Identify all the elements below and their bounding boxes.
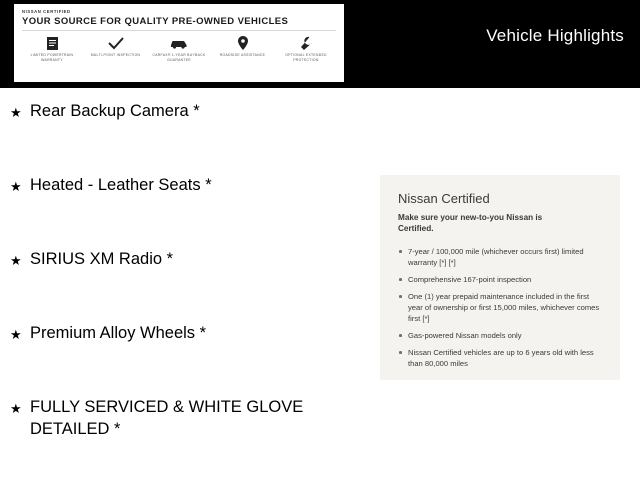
wrench-icon bbox=[276, 35, 336, 51]
feature-label: Rear Backup Camera * bbox=[30, 102, 200, 120]
nissan-certified-info-box bbox=[380, 175, 620, 380]
document-icon bbox=[22, 35, 82, 51]
star-icon: ★ bbox=[10, 253, 22, 268]
certified-brandline: NISSAN CERTIFIED bbox=[22, 9, 71, 14]
map-pin-icon bbox=[213, 35, 273, 51]
feature-label: Premium Alloy Wheels * bbox=[30, 324, 207, 342]
certified-tagline: YOUR SOURCE FOR QUALITY PRE-OWNED VEHICLES bbox=[22, 16, 289, 27]
page-title: Vehicle Highlights bbox=[486, 26, 624, 45]
star-icon: ★ bbox=[10, 327, 22, 342]
header-banner bbox=[0, 0, 640, 88]
certified-benefit-label: OPTIONAL EXTENDED PROTECTION bbox=[285, 53, 327, 62]
certified-benefits-row bbox=[20, 35, 338, 63]
list-item: 7-year / 100,000 mile (whichever occurs first) limited warranty [*] [*] bbox=[398, 246, 604, 268]
feature-label: Heated - Leather Seats * bbox=[30, 176, 212, 194]
list-item: Comprehensive 167-point inspection bbox=[398, 274, 604, 285]
checkmark-icon bbox=[86, 35, 146, 51]
info-box-subtitle: Make sure your new-to-you Nissan is Certified. bbox=[398, 213, 543, 233]
feature-label: SIRIUS XM Radio * bbox=[30, 250, 174, 268]
list-item: Nissan Certified vehicles are up to 6 years old with less than 80,000 miles bbox=[398, 347, 604, 369]
vehicle-features-list bbox=[10, 100, 380, 470]
certified-benefit bbox=[22, 35, 82, 63]
list-item bbox=[10, 248, 380, 322]
certified-benefit bbox=[86, 35, 146, 58]
certified-benefit-label: ROADSIDE ASSISTANCE bbox=[219, 53, 266, 57]
info-box-bullets bbox=[398, 246, 604, 369]
nissan-certified-card bbox=[14, 4, 344, 82]
list-item: One (1) year prepaid maintenance included in the first year of ownership or first 15,000 miles, whichever comes first [*] bbox=[398, 291, 604, 324]
star-icon: ★ bbox=[10, 105, 22, 120]
list-item: Gas-powered Nissan models only bbox=[398, 330, 604, 341]
certified-benefit bbox=[276, 35, 336, 63]
list-item bbox=[10, 396, 380, 470]
certified-benefit-label: MULTI-POINT INSPECTION bbox=[90, 53, 141, 57]
certified-benefit-label: CARFAX® 1-YEAR BUYBACK GUARANTEE bbox=[152, 53, 206, 62]
star-icon: ★ bbox=[10, 179, 22, 194]
feature-label: FULLY SERVICED & WHITE GLOVE DETAILED * bbox=[30, 398, 304, 438]
divider bbox=[22, 30, 336, 31]
list-item bbox=[10, 174, 380, 248]
certified-benefit bbox=[213, 35, 273, 58]
star-icon: ★ bbox=[10, 401, 22, 416]
car-icon bbox=[149, 35, 209, 51]
list-item bbox=[10, 100, 380, 174]
list-item bbox=[10, 322, 380, 396]
info-box-title: Nissan Certified bbox=[398, 191, 490, 206]
certified-benefit bbox=[149, 35, 209, 63]
certified-benefit-label: LIMITED POWERTRAIN WARRANTY bbox=[30, 53, 74, 62]
